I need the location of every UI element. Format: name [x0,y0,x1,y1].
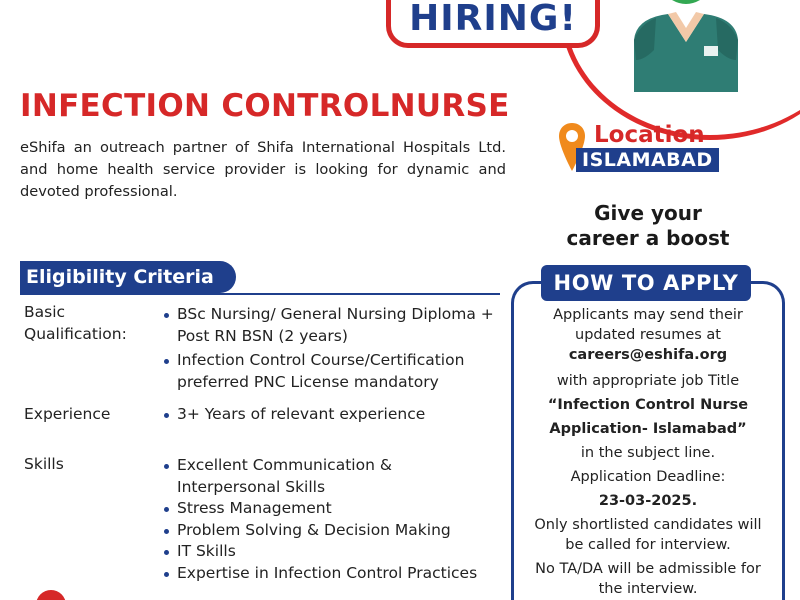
location-badge [558,120,738,180]
skills-list [160,455,510,584]
apply-deadline-date: 23-03-2025. [598,493,698,509]
list-item-line: IT Skills [177,542,236,560]
list-item [160,455,510,498]
qualification-list [160,304,510,396]
list-item-line: 3+ Years of relevant experience [177,405,426,423]
apply-job-title-line: “Infection Control Nurse [547,397,749,413]
qualification-label-line: Qualification: [24,325,127,343]
skills-label: Skills [24,455,64,473]
list-item-line: Infection Control Course/Certification [177,351,465,369]
list-item-line: Interpersonal Skills [177,477,326,496]
list-item [160,404,510,426]
list-item [160,498,510,520]
list-item-line: Problem Solving & Decision Making [177,520,451,539]
list-item-line: BSc Nursing/ General Nursing Diploma + [177,305,494,323]
boost-line-1: Give your [594,201,702,225]
qualification-label [24,301,127,345]
boost-line-2: career a boost [566,226,730,250]
eligibility-divider [20,293,500,295]
apply-line: be called for interview. [565,537,731,553]
apply-line: updated resumes at [575,327,721,343]
hiring-banner [386,0,600,48]
list-item [160,541,510,563]
apply-line: Only shortlisted candidates will [534,517,762,533]
location-city: ISLAMABAD [576,148,719,172]
career-boost-text [546,201,750,251]
location-label: Location [594,122,705,148]
nurse-illustration-icon [626,0,746,92]
hiring-text: HIRING! [409,0,577,39]
qualification-label-line: Basic [24,303,66,321]
job-title: INFECTION CONTROLNURSE [20,88,510,124]
how-to-apply-body [514,305,782,599]
apply-deadline-label: Application Deadline: [570,469,726,485]
list-item-line: preferred PNC License mandatory [177,372,439,391]
experience-label: Experience [24,405,111,423]
list-item-line: Excellent Communication & [177,456,392,474]
apply-line: with appropriate job Title [556,373,740,389]
list-item-line: Expertise in Infection Control Practices [177,563,478,582]
list-item-line: Stress Management [177,499,332,517]
apply-line: No TA/DA will be admissible for [535,561,761,577]
how-to-apply-title: HOW TO APPLY [541,265,751,301]
list-item [160,304,510,347]
list-item [160,563,510,585]
experience-list [160,404,510,429]
decorative-dot [36,590,66,600]
list-item-line: Post RN BSN (2 years) [177,326,348,345]
list-item [160,520,510,542]
apply-line: Applicants may send their [553,307,743,323]
list-item [160,350,510,393]
apply-line: in the subject line. [580,445,716,461]
eligibility-heading: Eligibility Criteria [20,261,236,293]
apply-job-title-line: Application- Islamabad” [549,421,747,437]
apply-line: the interview. [598,581,698,597]
intro-paragraph: eShifa an outreach partner of Shifa International Hospitals Ltd. and home health service provider is looking for dynamic and devoted professional. [20,139,506,200]
apply-email-link[interactable]: careers@eshifa.org [568,347,728,363]
